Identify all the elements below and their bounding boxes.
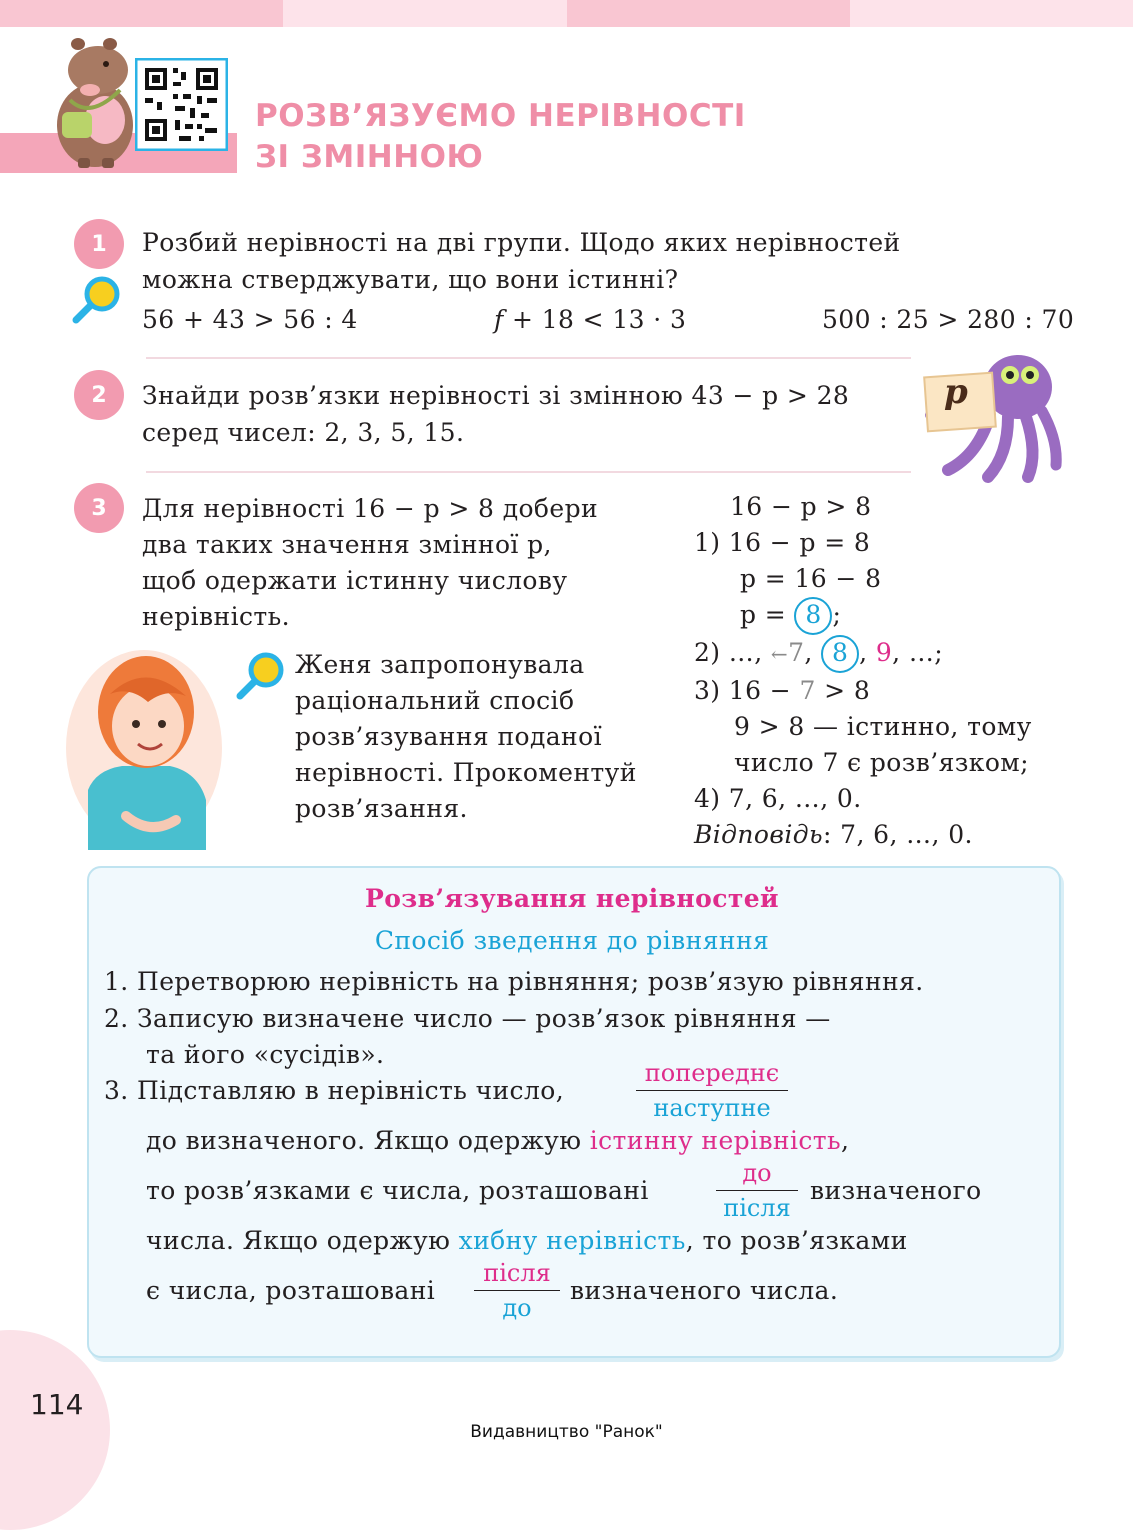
fraction-bottom: до <box>502 1294 532 1322</box>
circled-number: 8 <box>794 597 832 635</box>
zhenya-line-1: Женя запропонувала <box>295 650 585 679</box>
solution-line-6: 9 > 8 — істинно, тому <box>734 712 1032 741</box>
solution-line-8: 4) 7, 6, …, 0. <box>694 784 862 813</box>
fraction-top: попереднє <box>636 1058 788 1091</box>
task3-line-1: Для нерівності 16 − p > 8 добери <box>142 494 599 523</box>
solution-line-3-pre: p = <box>740 600 787 629</box>
task-number-badge-3: 3 <box>74 483 124 533</box>
task1-expression-2-rest: + 18 < 13 · 3 <box>503 305 687 334</box>
octopus-illustration <box>918 345 1063 485</box>
title-line-2: ЗІ ЗМІННОЮ <box>255 139 484 175</box>
solution-line-3 <box>694 597 1114 635</box>
rule-item-3-line-3: то розв’язками є числа, розташовані <box>146 1176 649 1205</box>
magnifier-icon <box>234 650 286 702</box>
rule-text: , то розв’язками <box>685 1226 908 1255</box>
solution-line-5-pre: 3) 16 − <box>694 676 800 705</box>
zhenya-line-4: нерівності. Прокоментуй <box>295 758 637 787</box>
fraction-bottom: наступне <box>653 1094 771 1122</box>
circled-number: 8 <box>821 635 859 673</box>
solution-line-4 <box>694 635 1114 673</box>
solution-line-5 <box>694 673 1114 709</box>
highlight-false-inequality: хибну нерівність <box>458 1226 686 1255</box>
task2-line-1: Знайди розв’язки нерівності зі змінною 43 − p > 28 <box>142 381 850 410</box>
comma: , <box>859 638 868 667</box>
task-number-badge-2: 2 <box>74 370 124 420</box>
rule-item-3-line-3-end: визначеного <box>810 1176 982 1205</box>
task2-text <box>142 377 912 451</box>
task1-text <box>142 224 1042 298</box>
solution-line-1: 1) 16 − p = 8 <box>694 528 871 557</box>
solution-line-0: 16 − p > 8 <box>730 492 872 521</box>
rule-heading: Розв’язування нерівностей <box>365 884 779 913</box>
solution-column <box>694 489 1114 853</box>
rule-text: , <box>841 1126 850 1155</box>
task1-line-2: можна стверджувати, що вони істинні? <box>142 265 679 294</box>
fraction-top: до <box>716 1158 798 1191</box>
number-seven-gray: 7 <box>799 676 816 705</box>
answer-values: : 7, 6, …, 0. <box>822 820 973 849</box>
variable-f: f <box>494 305 504 334</box>
divider-2 <box>146 471 911 473</box>
rule-item-1: 1. Перетворюю нерівність на рівняння; розв’язую рівняння. <box>104 967 924 996</box>
zhenya-line-2: раціональний спосіб <box>295 686 575 715</box>
fraction-after-before <box>474 1258 560 1323</box>
fraction-previous-next <box>636 1058 788 1123</box>
rule-item-3-line-5: є числа, розташовані <box>146 1276 436 1305</box>
fraction-top: після <box>474 1258 560 1291</box>
solution-line-7: число 7 є розв’язком; <box>734 748 1029 777</box>
qr-code-icon[interactable] <box>135 58 228 151</box>
answer-label: Відповідь <box>694 820 823 849</box>
fraction-bottom: після <box>723 1194 791 1222</box>
solution-line-2: p = 16 − 8 <box>740 564 882 593</box>
comma: , <box>804 638 813 667</box>
girl-zhenya-illustration <box>66 640 226 850</box>
capybara-mascot-illustration <box>50 30 140 170</box>
rule-item-3-line-4 <box>146 1222 908 1259</box>
top-stripe-1 <box>0 0 283 27</box>
highlight-true-inequality: істинну нерівність <box>589 1126 842 1155</box>
page-number: 114 <box>30 1388 84 1421</box>
task-number-badge-1: 1 <box>74 219 124 269</box>
page-title <box>255 96 855 178</box>
rule-item-3-line-5-end: визначеного числа. <box>570 1276 839 1305</box>
top-stripe-2 <box>283 0 567 27</box>
solution-answer <box>694 817 1114 853</box>
number-seven-gray: 7 <box>788 638 805 667</box>
task3-line-4: нерівність. <box>142 602 290 631</box>
rule-subheading: Спосіб зведення до рівняння <box>374 926 770 955</box>
title-line-1: РОЗВ’ЯЗУЄМО НЕРІВНОСТІ <box>255 98 746 134</box>
task3-line-3: щоб одержати істинну числову <box>142 566 568 595</box>
task3-line-2: два таких значення змінної p, <box>142 530 552 559</box>
magnifier-icon <box>70 274 122 326</box>
task1-line-1: Розбий нерівності на дві групи. Щодо яких нерівностей <box>142 228 901 257</box>
task3-text <box>142 491 682 635</box>
rule-item-3-line-2 <box>146 1122 849 1159</box>
top-stripe-4 <box>850 0 1133 27</box>
top-stripe-3 <box>567 0 850 27</box>
zhenya-line-5: розв’язання. <box>295 794 468 823</box>
divider-1 <box>146 357 911 359</box>
number-nine-pink: 9 <box>875 638 893 667</box>
solution-line-4-post: , …; <box>892 638 944 667</box>
solution-line-4-pre: 2) …, <box>694 638 771 667</box>
variable-card-letter: p <box>944 372 968 412</box>
solution-line-5-post: > 8 <box>815 676 871 705</box>
zhenya-text <box>295 647 685 827</box>
rule-item-2-line-1: 2. Записую визначене число — розв’язок рівняння — <box>104 1004 831 1033</box>
task2-line-2: серед чисел: 2, 3, 5, 15. <box>142 418 465 447</box>
publisher-label: Видавництво "Ранок" <box>470 1422 663 1442</box>
rule-item-3-line-1: 3. Підставляю в нерівність число, <box>104 1076 565 1105</box>
rule-text: до визначеного. Якщо одержую <box>146 1126 590 1155</box>
task1-expression-3: 500 : 25 > 280 : 70 <box>822 305 1075 334</box>
solution-line-3-post: ; <box>832 600 842 629</box>
zhenya-line-3: розв’язування поданої <box>295 722 602 751</box>
rule-item-2-line-2: та його «сусідів». <box>146 1040 385 1069</box>
task1-expression-1: 56 + 43 > 56 : 4 <box>142 305 358 334</box>
rule-text: числа. Якщо одержую <box>146 1226 459 1255</box>
fraction-before-after <box>716 1158 798 1223</box>
arrow-left-icon: ← <box>770 642 789 666</box>
task1-expression-2 <box>494 301 686 338</box>
